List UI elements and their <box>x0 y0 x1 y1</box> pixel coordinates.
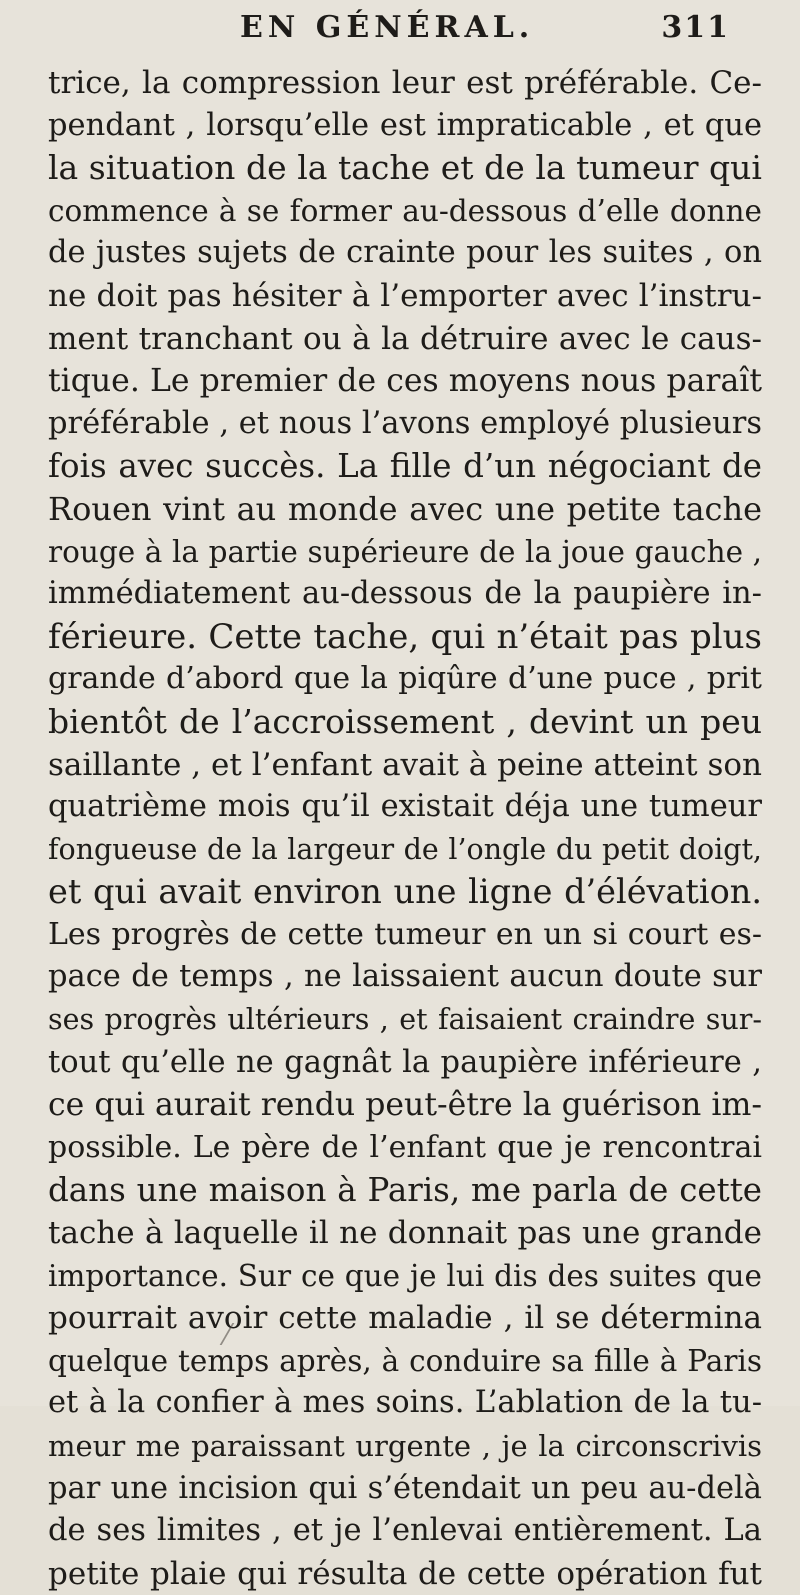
text-line: pourrait avoir cette maladie , il se détermina <box>48 1300 762 1337</box>
text-line: fongueuse de la largeur de l’ongle du petit doigt, <box>48 832 762 866</box>
text-line: pace de temps , ne laissaient aucun doute sur <box>48 959 762 995</box>
text-line: ne doit pas hésiter à l’emporter avec l’instru- <box>48 277 762 314</box>
text-line: dans une maison à Paris, me parla de cette <box>48 1171 762 1210</box>
text-line: tique. Le premier de ces moyens nous paraît <box>48 363 762 400</box>
text-line: de justes sujets de crainte pour les suites , on <box>48 235 762 271</box>
text-line: ment tranchant ou à la détruire avec le caus- <box>48 320 762 357</box>
text-line: et qui avait environ une ligne d’élévation. <box>48 872 762 912</box>
text-line: grande d’abord que la piqûre d’une puce , prit <box>48 661 762 697</box>
text-line: trice, la compression leur est préférable. Ce- <box>48 65 762 101</box>
text-line: Les progrès de cette tumeur en un si court es- <box>48 916 762 952</box>
text-line: quatrième mois qu’il existait déja une tumeur <box>48 789 762 825</box>
text-line: importance. Sur ce que je lui dis des suites que <box>48 1258 762 1293</box>
text-line: immédiatement au-dessous de la paupière in- <box>48 576 762 612</box>
body-text <box>48 62 762 1595</box>
text-line: et à la confier à mes soins. L’ablation de la tu- <box>48 1385 762 1421</box>
text-line: commence à se former au-dessous d’elle donne <box>48 193 762 228</box>
text-line: possible. Le père de l’enfant que je rencontrai <box>48 1129 762 1165</box>
text-line: saillante , et l’enfant avait à peine atteint son <box>48 746 762 783</box>
text-line: petite plaie qui résulta de cette opération fut <box>48 1555 762 1592</box>
text-line: meur me paraissant urgente , je la circonscrivis <box>48 1429 762 1463</box>
text-line: bientôt de l’accroissement , devint un peu <box>48 701 762 741</box>
text-line: la situation de la tache et de la tumeur qui <box>48 148 762 188</box>
text-line: de ses limites , et je l’enlevai entièrement. La <box>48 1513 762 1549</box>
running-head <box>240 8 740 48</box>
running-title: EN GÉNÉRAL. <box>240 10 535 45</box>
text-line: ses progrès ultérieurs , et faisaient craindre sur- <box>48 1003 762 1037</box>
text-line: tache à laquelle il ne donnait pas une grande <box>48 1215 762 1252</box>
text-line: ce qui aurait rendu peut-être la guérison im- <box>48 1087 762 1124</box>
text-line: préférable , et nous l’avons employé plusieurs <box>48 405 762 441</box>
text-line: pendant , lorsqu’elle est impraticable , et que <box>48 107 762 143</box>
page-number: 311 <box>661 10 730 45</box>
text-line: quelque temps après, à conduire sa fille à Paris <box>48 1343 762 1378</box>
text-line: tout qu’elle ne gagnât la paupière inférieure , <box>48 1044 762 1080</box>
text-line: férieure. Cette tache, qui n’était pas plus <box>48 616 762 657</box>
text-line: rouge à la partie supérieure de la joue gauche , <box>48 534 762 569</box>
text-line: fois avec succès. La fille d’un négociant de <box>48 447 762 486</box>
text-line: Rouen vint au monde avec une petite tache <box>48 489 762 528</box>
text-line: par une incision qui s’étendait un peu au-delà <box>48 1470 762 1506</box>
